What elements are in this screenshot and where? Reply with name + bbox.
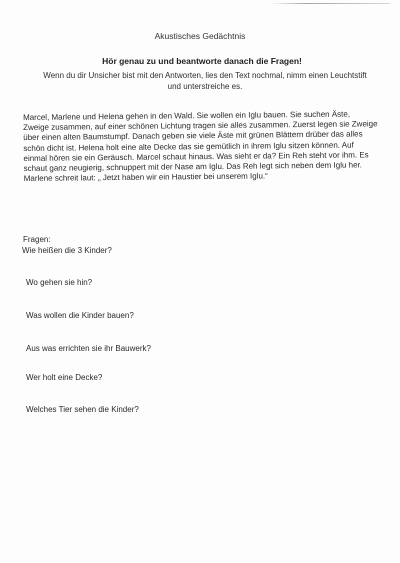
question-6: Welches Tier sehen die Kinder? [26, 405, 139, 414]
worksheet-title: Akustisches Gedächtnis [154, 31, 246, 41]
scan-artifact-line [270, 3, 390, 4]
question-4: Aus was errichten sie ihr Bauwerk? [26, 344, 151, 353]
question-2: Wo gehen sie hin? [26, 278, 93, 287]
question-5: Wer holt eine Decke? [26, 373, 103, 382]
question-3: Was wollen die Kinder bauen? [26, 311, 134, 320]
instruction-text: Wenn du dir Unsicher bist mit den Antworten, lies den Text nochmal, nimm einen Leuchtstift und unterstreiche es. [43, 71, 367, 91]
question-1: Wie heißen die 3 Kinder? [22, 246, 112, 255]
questions-label: Fragen: [23, 235, 51, 244]
worksheet-heading: Hör genau zu und beantworte danach die Fragen! [102, 56, 302, 66]
story-paragraph: Marcel, Marlene und Helena gehen in den Wald. Sie wollen ein Iglu bauen. Sie suchen Äste, Zweige zusammen, auf einer schönen Lichtung tragen sie alles zusammen. Zuerst legen sie Zweige über einen alten Baumstumpf. Danach geben sie viele Äste mit grünen Blättern drüber das alles schön dicht ist. Helena holt eine alte Decke das sie gemütlich in ihrem Iglu sitzen können. Auf einmal hören sie ein Geräusch. Marcel schaut hinaus. Was sieht er da? Ein Reh steht vor ihm. Es schaut ganz neugierig, schnuppert mit der Nase am Iglu. Das Reh legt sich neben dem Iglu her. Marlene schreit laut: „ Jetzt haben wir ein Haustier bei unserem Iglu.“ [23, 109, 378, 184]
